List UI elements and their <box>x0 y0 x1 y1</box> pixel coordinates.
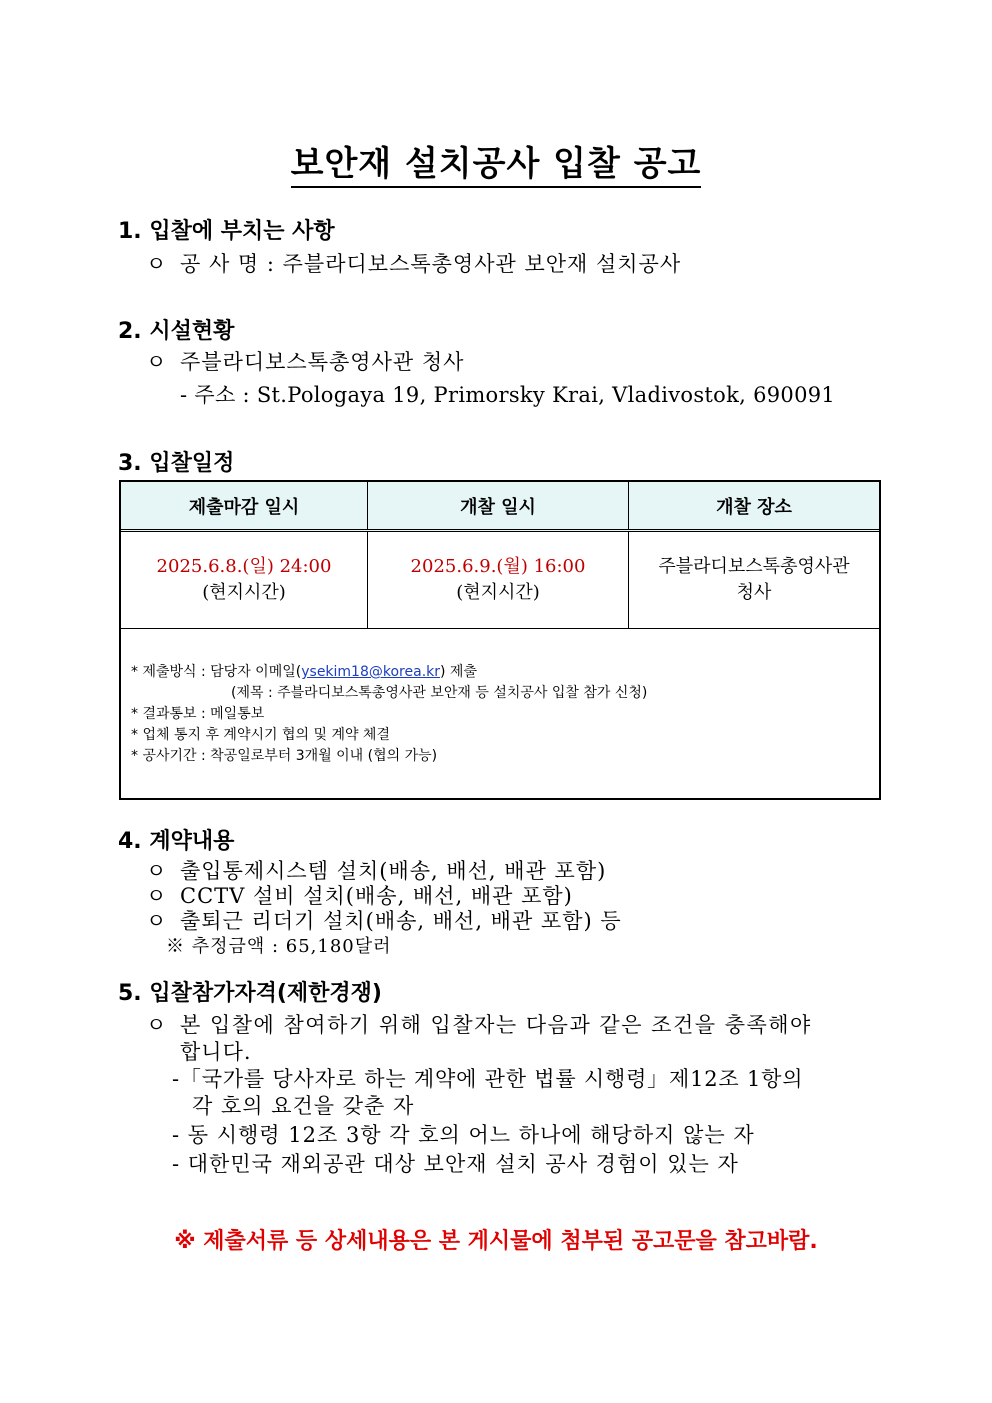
section4-heading: 4. 계약내용 <box>118 829 235 854</box>
section1-item: ㅇ 공 사 명 : 주블라디보스톡총영사관 보안재 설치공사 <box>146 248 681 278</box>
note-contract: * 업체 통지 후 계약시기 협의 및 계약 체결 <box>131 727 390 743</box>
section5-req3: - 대한민국 재외공관 대상 보안재 설치 공사 경험이 있는 자 <box>172 1152 739 1176</box>
email-link[interactable]: ysekim18@korea.kr <box>301 664 441 680</box>
section2-item: ㅇ 주블라디보스톡총영사관 청사 <box>146 346 464 376</box>
header-deadline: 제출마감 일시 <box>121 482 368 531</box>
bullet-circle: ㅇ <box>146 909 168 933</box>
note-subject: (제목 : 주블라디보스톡총영사관 보안재 등 설치공사 입찰 참가 신청) <box>231 685 648 701</box>
note-period: * 공사기간 : 착공일로부터 3개월 이내 (협의 가능) <box>131 748 438 764</box>
section5-req2: - 동 시행령 12조 3항 각 호의 어느 하나에 해당하지 않는 자 <box>172 1123 755 1147</box>
section4-item: ㅇ 출퇴근 리더기 설치(배송, 배선, 배관 포함) 등 <box>146 905 622 935</box>
header-opening: 개찰 일시 <box>368 482 629 531</box>
section5-req1-cont: 각 호의 요건을 갖춘 자 <box>192 1094 415 1118</box>
deadline-datetime: 2025.6.8.(일) 24:00 <box>156 556 332 577</box>
note-submit: * 제출방식 : 담당자 이메일(ysekim18@korea.kr) 제출 <box>131 664 477 680</box>
section5-req1: -「국가를 당사자로 하는 계약에 관한 법률 시행령」제12조 1항의 <box>172 1067 804 1091</box>
section1-heading: 1. 입찰에 부치는 사항 <box>118 219 335 244</box>
footer-note: ※ 제출서류 등 상세내용은 본 게시물에 첨부된 공고문을 참고바람. <box>174 1229 818 1254</box>
opening-datetime: 2025.6.9.(월) 16:00 <box>410 556 586 577</box>
note-result: * 결과통보 : 메일통보 <box>131 706 265 722</box>
section4-item: ㅇ CCTV 설비 설치(배송, 배선, 배관 포함) <box>146 880 573 910</box>
bullet-circle: ㅇ <box>146 252 168 276</box>
section5-intro-cont: 합니다. <box>180 1040 252 1064</box>
section4-estimate: ※ 추정금액 : 65,180달러 <box>166 936 392 957</box>
schedule-table <box>119 480 881 800</box>
header-place: 개찰 장소 <box>629 482 880 531</box>
section2-heading: 2. 시설현황 <box>118 319 235 344</box>
section4-item: ㅇ 출입통제시스템 설치(배송, 배선, 배관 포함) <box>146 855 606 885</box>
opening-note: (현지시간) <box>456 582 540 603</box>
deadline-note: (현지시간) <box>202 582 286 603</box>
page-title: 보안재 설치공사 입찰 공고 <box>0 136 992 185</box>
bullet-circle: ㅇ <box>146 859 168 883</box>
section2-address: - 주소 : St.Pologaya 19, Primorsky Krai, Vladivostok, 690091 <box>180 383 836 407</box>
section5-intro: ㅇ 본 입찰에 참여하기 위해 입찰자는 다음과 같은 조건을 충족해야 <box>146 1009 812 1039</box>
place-line2: 청사 <box>736 582 772 603</box>
cell-deadline <box>121 531 368 629</box>
section3-heading: 3. 입찰일정 <box>118 451 235 476</box>
place-line1: 주블라디보스톡총영사관 <box>658 556 850 577</box>
bullet-circle: ㅇ <box>146 350 168 374</box>
cell-place <box>629 531 880 629</box>
bullet-circle: ㅇ <box>146 884 168 908</box>
schedule-notes <box>131 662 647 767</box>
bullet-circle: ㅇ <box>146 1013 168 1037</box>
cell-opening <box>368 531 629 629</box>
section5-heading: 5. 입찰참가자격(제한경쟁) <box>118 981 382 1006</box>
